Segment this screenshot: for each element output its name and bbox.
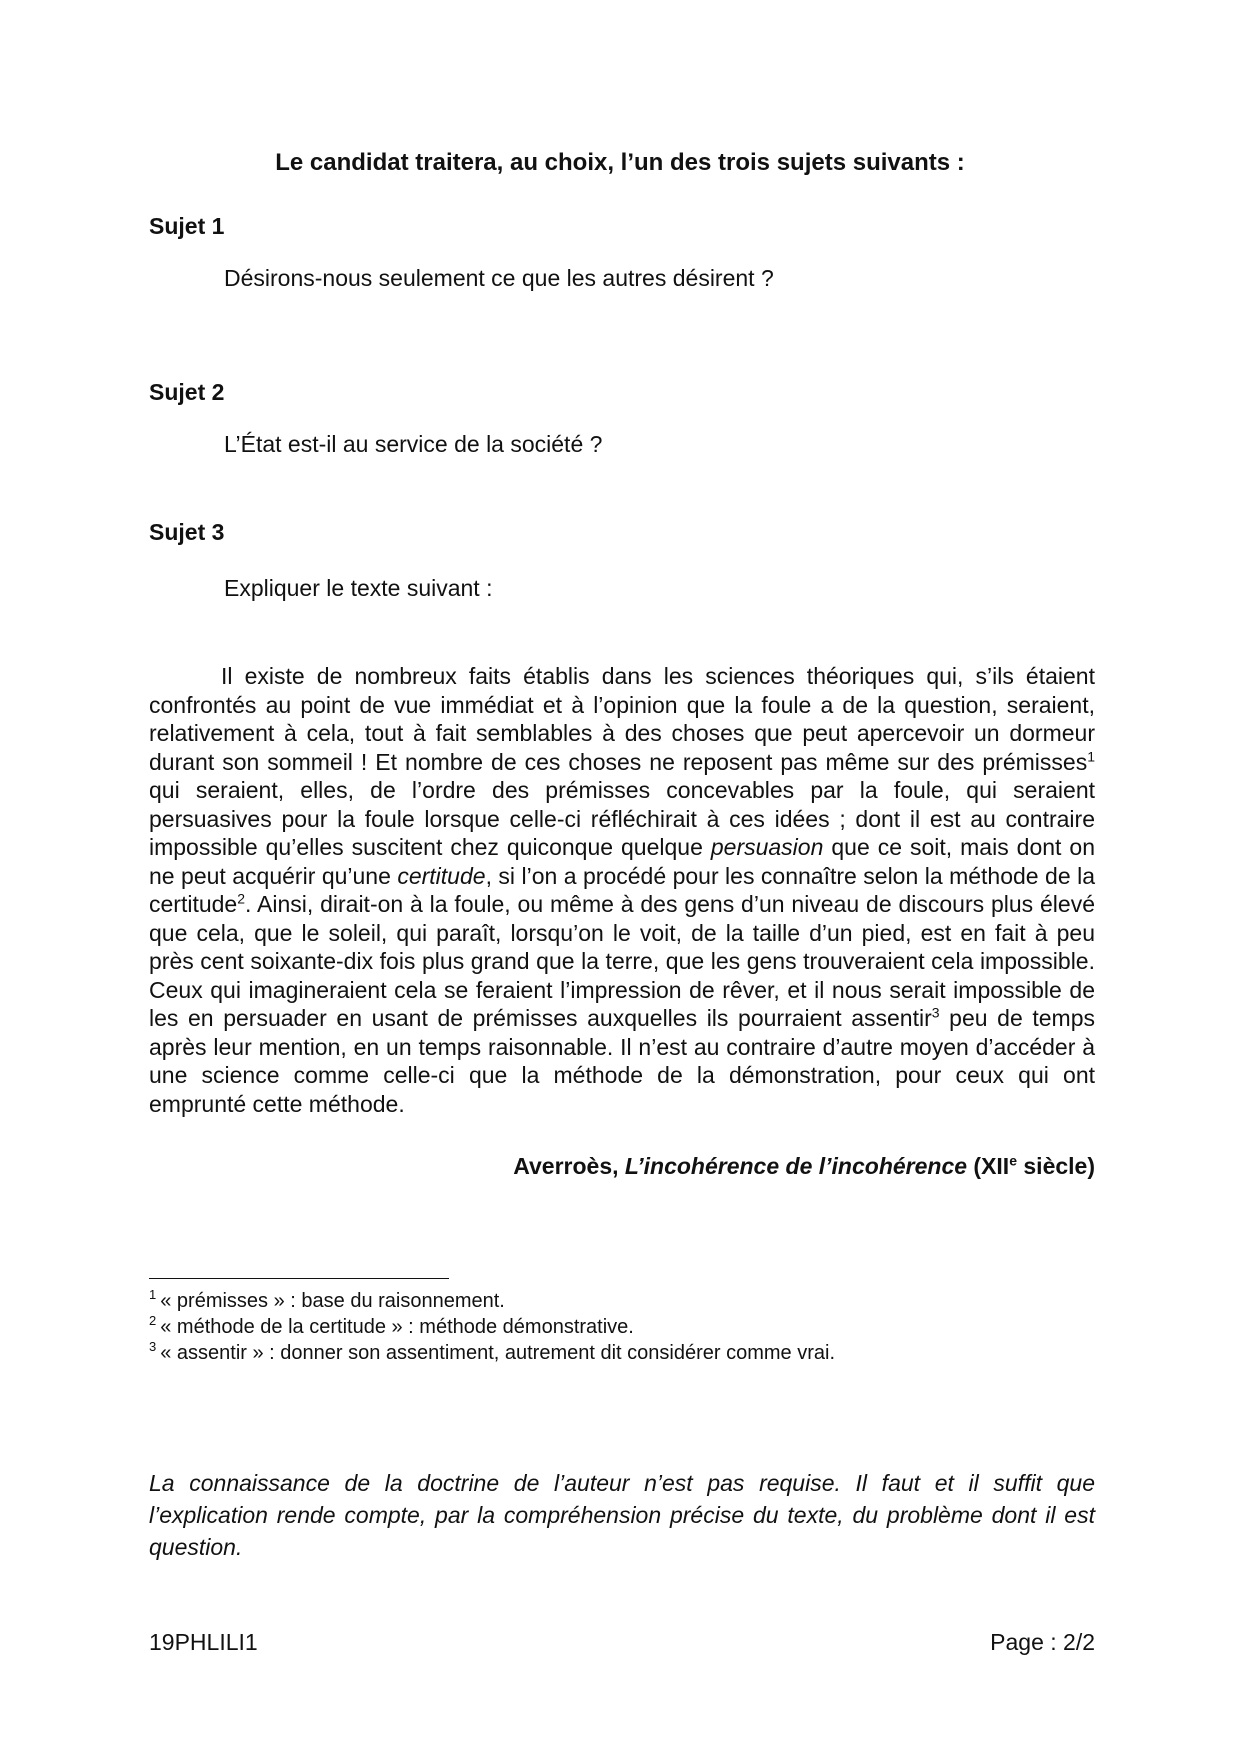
evaluation-note: La connaissance de la doctrine de l’auteur n’est pas requise. Il faut et il suffit que l’explication rende compte, par la compréhension précise du texte, du problème dont il est question.	[149, 1470, 1095, 1560]
century-suffix: siècle)	[1017, 1153, 1095, 1179]
emphasis-certitude: certitude	[397, 862, 486, 889]
emphasis-persuasion: persuasion	[710, 834, 824, 860]
footnote-ref-3: 3	[931, 1004, 940, 1021]
footnote-ref-2: 2	[237, 890, 246, 907]
footnote-separator	[149, 1278, 449, 1279]
footnote-2	[149, 1314, 835, 1340]
page-number: Page : 2/2	[990, 1629, 1095, 1655]
footnote-text: « prémisses » : base du raisonnement.	[160, 1290, 505, 1312]
sujet-1-label: Sujet 1	[149, 213, 225, 239]
century-superscript: e	[1009, 1152, 1017, 1169]
century-prefix: (XII	[967, 1153, 1010, 1179]
passage-segment: qui seraient, elles, de l’ordre des prémisses concevables par la foule, qui seraient persuasives pour la foule lorsque celle-ci réfléchirait à ces idées ; dont il est au contraire impossible qu’elles suscitent chez quiconque quelque	[149, 777, 1095, 860]
footnote-text: « assentir » : donner son assentiment, autrement dit considérer comme vrai.	[160, 1342, 835, 1364]
author-name: Averroès,	[513, 1153, 625, 1179]
footnotes-list	[149, 1288, 835, 1366]
exam-code: 19PHLILI1	[149, 1629, 258, 1655]
sujet-3-instruction: Expliquer le texte suivant :	[224, 575, 493, 601]
passage-segment: . Ainsi, dirait-on à la foule, ou même à des gens d’un niveau de discours plus élevé que cela, que le soleil, qui paraît, lorsqu’on le voit, de la taille d’un pied, est en fait à peu près cent soixante-dix fois plus grand que la terre, que les gens trouveraient cela impossible. Ceux qui imagineraient cela se feraient l’impression de rêver, et il nous serait impossible de les en persuader en usant de prémisses auxquelles ils pourraient assentir	[149, 891, 1095, 1031]
passage-segment: Il existe de nombreux faits établis dans les sciences théoriques qui, s’ils étaient confrontés au point de vue immédiat et à l’opinion que la foule a de la question, seraient, relativement à cela, tout à fait semblables à des choses que peut apercevoir un dormeur durant son sommeil ! Et nombre de ces choses ne reposent pas même sur des prémisses	[149, 663, 1095, 775]
sujet-3-label: Sujet 3	[149, 519, 225, 545]
footnote-ref-1: 1	[1087, 747, 1095, 764]
passage-segment: que ce soit, mais dont on ne peut acquérir qu’une	[149, 834, 1095, 889]
passage-paragraph	[149, 662, 1095, 1118]
passage-segment: , si l’on a procédé pour les connaître selon la méthode de la certitude	[149, 862, 1095, 917]
footnote-number: 2	[149, 1313, 157, 1329]
philosophy-text-passage	[149, 662, 1095, 1118]
footnote-number: 3	[149, 1339, 157, 1355]
sujet-2-question: L’État est-il au service de la société ?	[224, 431, 603, 457]
sujet-1-question: Désirons-nous seulement ce que les autres désirent ?	[224, 265, 774, 291]
footnote-3	[149, 1340, 835, 1366]
footnote-text: « méthode de la certitude » : méthode démonstrative.	[160, 1316, 634, 1338]
sujet-2-label: Sujet 2	[149, 379, 225, 405]
passage-attribution	[149, 1152, 1095, 1180]
passage-segment: peu de temps après leur mention, en un temps raisonnable. Il n’est au contraire d’autre moyen d’accéder à une science comme celle-ci que la méthode de la démonstration, pour ceux qui ont emprunté cette méthode.	[149, 1005, 1095, 1117]
footnote-1	[149, 1288, 835, 1314]
exam-instructions-title: Le candidat traitera, au choix, l’un des trois sujets suivants :	[275, 149, 965, 176]
footnote-number: 1	[149, 1287, 157, 1303]
work-title: L’incohérence de l’incohérence	[624, 1153, 968, 1179]
